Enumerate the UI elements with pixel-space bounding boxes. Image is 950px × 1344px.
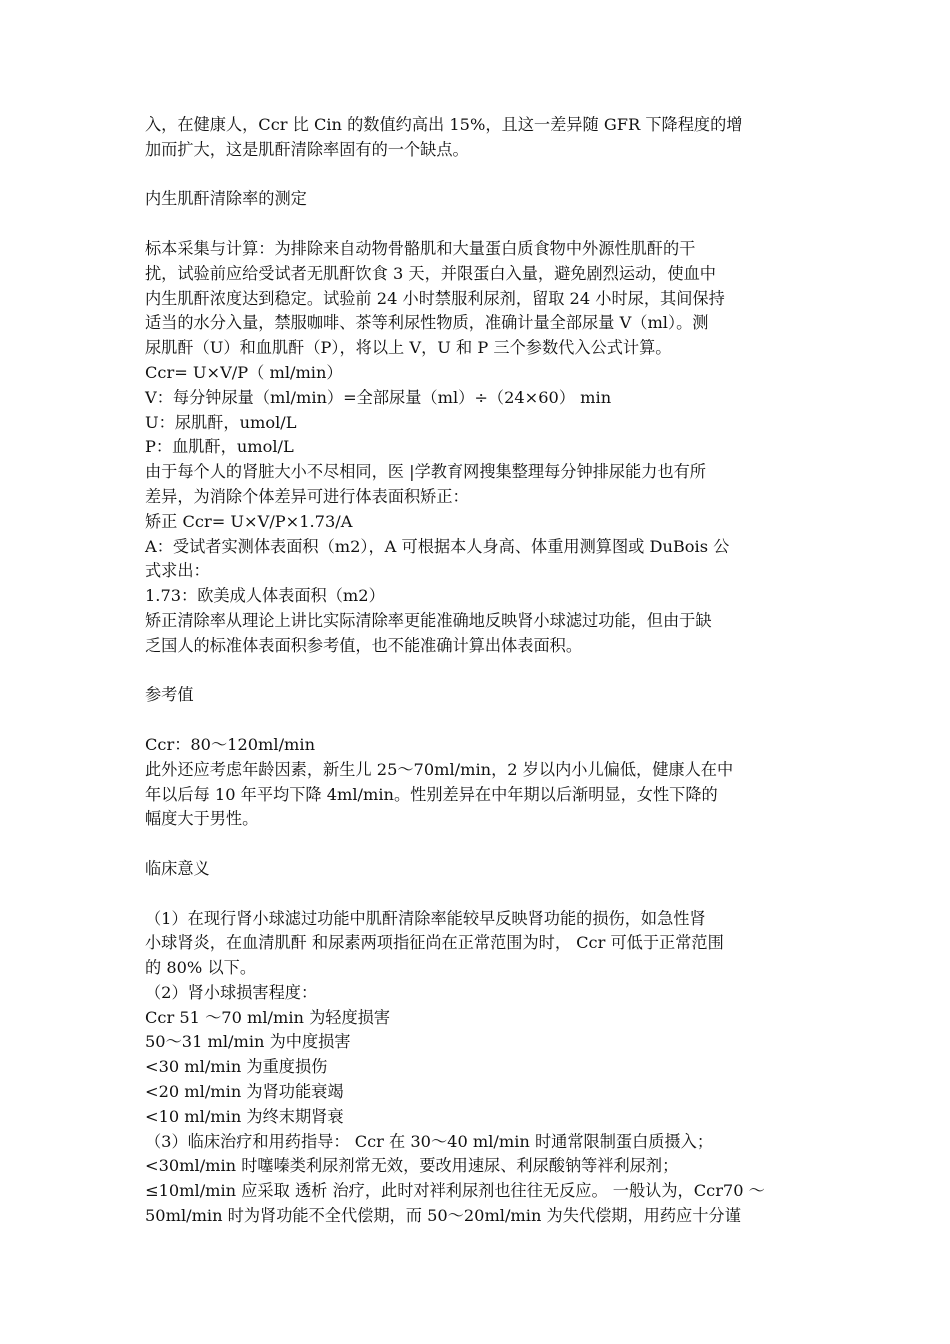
text-line: 年以后每 10 年平均下降 4ml/min。性别差异在中年期以后渐明显，女性下降的 [145, 784, 718, 804]
text-line: ≤10ml/min 应采取 透析 治疗，此时对袢利尿剂也往往无反应。 一般认为，Ccr70 ～ [145, 1181, 765, 1201]
text-line: 扰，试验前应给受试者无肌酐饮食 3 天，并限蛋白入量，避免剧烈运动，使血中 [145, 263, 716, 283]
reference-value-line: Ccr：80～120ml/min [145, 734, 315, 754]
text-line: 由于每个人的肾脏大小不尽相同，医 |学教育网搜集整理每分钟排尿能力也有所 [145, 462, 706, 482]
text-line: 尿肌酐（U）和血肌酐（P），将以上 V，U 和 P 三个参数代入公式计算。 [145, 338, 672, 358]
text-line: 加而扩大，这是肌酐清除率固有的一个缺点。 [145, 139, 469, 159]
spacer [145, 708, 810, 733]
definition-line: V：每分钟尿量（ml/min）=全部尿量（ml）÷（24×60） min [145, 387, 612, 407]
text-line: 差异，为消除个体差异可进行体表面积矫正： [145, 486, 469, 506]
text-line: 50ml/min 时为肾功能不全代偿期，而 50～20ml/min 为失代偿期，用药应十分谨 [145, 1206, 741, 1226]
formula-line: Ccr= U×V/P（ ml/min） [145, 362, 343, 382]
section-heading-measurement: 内生肌酐清除率的测定 [145, 189, 307, 209]
text-line: （1）在现行肾小球滤过功能中肌酐清除率能较早反映肾功能的损伤，如急性肾 [145, 908, 706, 928]
document-page [145, 113, 810, 1229]
definition-line: P：血肌酐，umol/L [145, 437, 294, 457]
text-line: <30ml/min 时噻嗪类利尿剂常无效，要改用速尿、利尿酸钠等袢利尿剂； [145, 1156, 679, 1176]
formula-line: 矫正 Ccr= U×V/P×1.73/A [145, 511, 353, 531]
list-item: <30 ml/min 为重度损伤 [145, 1057, 328, 1077]
list-item: Ccr 51 ～70 ml/min 为轻度损害 [145, 1007, 391, 1027]
text-line: 小球肾炎，在血清肌酐 和尿素两项指征尚在正常范围为时， Ccr 可低于正常范围 [145, 933, 724, 953]
clinical-paragraph [145, 907, 810, 1229]
spacer [145, 659, 810, 684]
spacer [145, 163, 810, 188]
spacer [145, 882, 810, 907]
text-line: 此外还应考虑年龄因素，新生儿 25～70ml/min，2 岁以内小儿偏低，健康人在中 [145, 759, 734, 779]
intro-paragraph [145, 113, 810, 163]
text-line: （3）临床治疗和用药指导： Ccr 在 30～40 ml/min 时通常限制蛋白质摄入； [145, 1131, 714, 1151]
list-item: 50～31 ml/min 为中度损害 [145, 1032, 351, 1052]
definition-line: 1.73：欧美成人体表面积（m2） [145, 586, 385, 606]
text-line: 式求出： [145, 561, 210, 581]
text-line: 标本采集与计算：为排除来自动物骨骼肌和大量蛋白质食物中外源性肌酐的干 [145, 238, 696, 258]
definition-line: U：尿肌酐，umol/L [145, 412, 297, 432]
list-item: <10 ml/min 为终末期肾衰 [145, 1106, 344, 1126]
text-line: 入，在健康人，Ccr 比 Cin 的数值约高出 15%，且这一差异随 GFR 下降程度的增 [145, 115, 743, 134]
spacer [145, 212, 810, 237]
list-item: <20 ml/min 为肾功能衰竭 [145, 1082, 344, 1102]
text-line: 内生肌酐浓度达到稳定。试验前 24 小时禁服利尿剂，留取 24 小时尿，其间保持 [145, 288, 725, 308]
text-line: 适当的水分入量，禁服咖啡、茶等利尿性物质，准确计量全部尿量 V（ml）。测 [145, 313, 709, 333]
text-line: 的 80% 以下。 [145, 958, 257, 978]
text-line: 乏国人的标准体表面积参考值，也不能准确计算出体表面积。 [145, 635, 583, 655]
definition-line: A：受试者实测体表面积（m2），A 可根据本人身高、体重用测算图或 DuBois 公 [145, 536, 730, 556]
spacer [145, 832, 810, 857]
text-line: 幅度大于男性。 [145, 809, 259, 829]
text-line: 矫正清除率从理论上讲比实际清除率更能准确地反映肾小球滤过功能，但由于缺 [145, 610, 712, 630]
section-heading-clinical: 临床意义 [145, 858, 210, 878]
measurement-paragraph [145, 237, 810, 659]
reference-paragraph [145, 733, 810, 832]
text-line: （2）肾小球损害程度： [145, 982, 318, 1002]
section-heading-reference: 参考值 [145, 685, 194, 705]
